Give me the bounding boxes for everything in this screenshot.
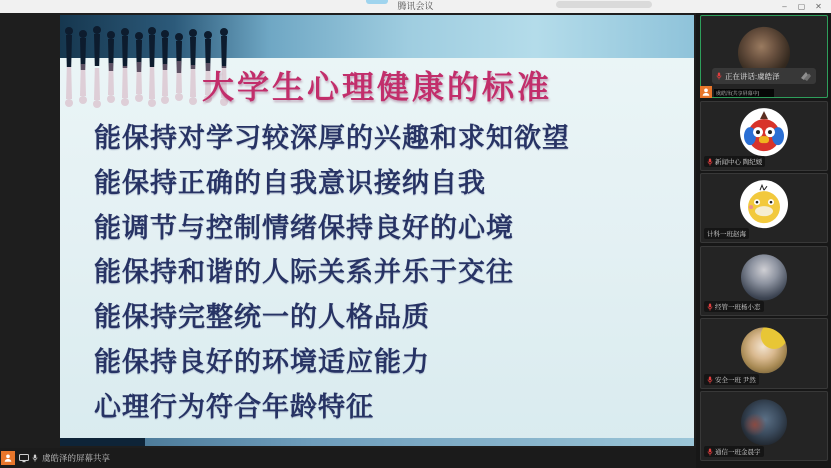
muted-mic-icon — [707, 376, 713, 384]
window-titlebar — [0, 0, 831, 13]
meeting-app-icon[interactable] — [1, 451, 15, 465]
participant-name-chip: 通信一班金晨宇 — [704, 446, 764, 457]
speaking-indicator — [712, 68, 816, 84]
muted-mic-icon — [707, 158, 713, 166]
participant-name-chip: 新闻中心 陶纪媛 — [704, 156, 765, 167]
window-title: 腾讯会议 — [397, 1, 434, 11]
participant-tile[interactable] — [700, 391, 828, 461]
minimize-button[interactable]: – — [782, 2, 787, 11]
slide-bullet: 能保持正确的自我意识接纳自我 — [94, 167, 486, 198]
avatar — [741, 327, 787, 373]
cartoon-duck-avatar — [740, 180, 788, 228]
slide-bullet: 能保持对学习较深厚的兴趣和求知欲望 — [94, 123, 570, 153]
participant-name-chip: 计科一班赵海 — [704, 228, 749, 239]
microphone-icon — [716, 72, 722, 80]
window-controls — [776, 0, 827, 13]
participant-tile[interactable] — [700, 318, 828, 389]
participant-tile[interactable] — [700, 101, 828, 171]
slide-title: 大学生心理健康的标准 — [201, 69, 552, 105]
cartoon-bird-avatar — [740, 108, 788, 156]
person-icon — [3, 453, 13, 463]
participant-tile[interactable] — [700, 246, 828, 316]
slide-bullet: 能保持和谐的人际关系并乐于交往 — [94, 257, 514, 288]
mic-icon — [32, 454, 38, 462]
participant-name-bar: 虞皓泽(共享屏幕中) — [714, 89, 774, 97]
participants-sidebar — [696, 13, 831, 468]
participant-name-chip: 经管一班杨小恋 — [704, 301, 764, 312]
avatar — [740, 108, 788, 156]
slide-bullet: 能保持完整统一的人格品质 — [94, 302, 430, 333]
slide-footer-band — [60, 438, 694, 446]
share-status-label: 虞皓泽的屏幕共享 — [42, 453, 111, 463]
avatar — [741, 254, 787, 300]
slide-bullet: 能调节与控制情绪保持良好的心境 — [94, 212, 514, 243]
participant-tile-active-speaker[interactable] — [700, 15, 828, 98]
person-icon — [701, 87, 711, 97]
slide-bullet: 能保持良好的环境适应能力 — [94, 346, 430, 377]
share-status-icons — [19, 454, 38, 463]
muted-mic-icon — [707, 448, 713, 456]
maximize-button[interactable]: ▢ — [797, 2, 806, 11]
slide-footer-accent — [60, 438, 145, 446]
shared-screen-stage — [0, 13, 696, 448]
slide-bullet: 心理行为符合年龄特征 — [94, 391, 374, 422]
presentation-slide — [60, 15, 694, 446]
muted-mic-icon — [707, 303, 713, 311]
monitor-icon — [19, 454, 29, 463]
participant-name-chip: 安全一班 尹然 — [704, 374, 759, 385]
clap-hands-icon — [800, 70, 812, 82]
screen-share-taskbar[interactable] — [0, 448, 696, 468]
close-button[interactable]: ✕ — [815, 2, 822, 11]
participant-tile[interactable] — [700, 173, 828, 243]
avatar — [741, 399, 787, 445]
screen-share-badge — [700, 86, 712, 98]
avatar — [740, 180, 788, 228]
speaking-label: 正在讲话:虞皓泽 — [725, 71, 780, 81]
slide-bullet-list — [94, 116, 674, 430]
